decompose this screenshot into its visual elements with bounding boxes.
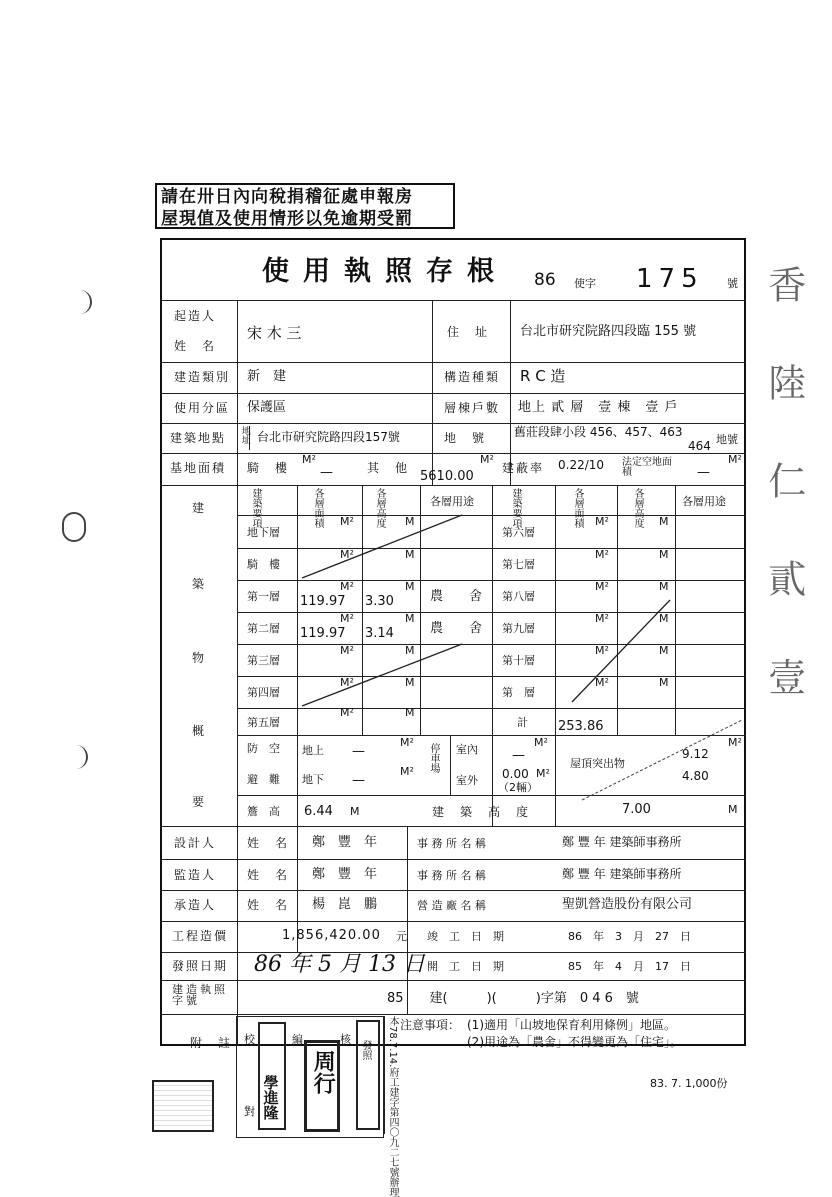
- col-area-left: 各層面積: [312, 488, 323, 528]
- building-side-4: 概: [192, 724, 207, 738]
- col-height-left: 各層高度: [374, 488, 385, 528]
- building-side-2: 築: [192, 577, 207, 591]
- parking-outdoor-note: （2輛）: [498, 781, 538, 794]
- floor-label: 地下層: [247, 526, 280, 539]
- margin-handwriting: 香 陸 仁 貳 壹: [761, 265, 806, 720]
- issue-label: 發照日期: [172, 959, 229, 973]
- unit-m2: M²: [340, 644, 354, 657]
- unit-m-r4: M: [659, 644, 669, 657]
- col-area-right: 各層面積: [572, 488, 583, 528]
- approver-label: 核: [340, 1033, 351, 1046]
- shelter-below-unit: M²: [400, 765, 414, 778]
- floor-label: 第一層: [247, 590, 280, 603]
- floor-label-right-4: 第十層: [502, 654, 535, 667]
- building-side-5: 要: [192, 795, 207, 809]
- other-label: 其 他: [367, 461, 410, 475]
- unit-m2-r3: M²: [595, 612, 609, 625]
- permit-suffix: 號: [727, 277, 738, 290]
- supervisor-office-label: 事 務 所 名 稱: [417, 869, 486, 882]
- unit-m2: M²: [340, 548, 354, 561]
- total-height-unit: M: [728, 803, 738, 816]
- col-item-left: 建築要項: [250, 488, 261, 528]
- parking-indoor-label: 室內: [456, 743, 478, 756]
- editor-label: 編: [292, 1033, 303, 1046]
- structure-label: 構造種類: [444, 370, 501, 384]
- start-date: 85 年 4 月 17 日: [568, 960, 691, 973]
- cost-unit: 元: [396, 930, 407, 943]
- unit-m: M: [405, 706, 415, 719]
- floor-label-right-total: 計: [517, 716, 528, 729]
- eave-value: 6.44: [304, 804, 333, 819]
- floor-label-right-0: 第六層: [502, 526, 535, 539]
- seal-3: [356, 1020, 380, 1130]
- shelter-label-2: 避 難: [247, 773, 280, 786]
- completion-label: 竣 工 日 期: [427, 930, 504, 943]
- unit-m: M: [405, 676, 415, 689]
- col-use-left: 各層用途: [430, 495, 474, 508]
- col-height-right: 各層高度: [632, 488, 643, 528]
- floor-label-right-5: 第 層: [502, 686, 535, 699]
- coverage-label: 建蔽率: [502, 461, 545, 475]
- designer-name-label: 姓 名: [247, 836, 290, 850]
- shelter-label-1: 防 空: [247, 742, 280, 755]
- notes-label: 附 註: [190, 1036, 233, 1050]
- permit-ref: 85 建( )( )字第 0 4 6 號: [387, 991, 639, 1006]
- area-label: 基地面積: [170, 461, 227, 475]
- unit-m2: M²: [340, 612, 354, 625]
- shelter-below-label: 地下: [302, 773, 324, 786]
- roof-area: 9.12: [682, 747, 709, 761]
- unit-m: M: [405, 548, 415, 561]
- floor-height: 3.14: [365, 626, 394, 641]
- zoning-value: 保護區: [247, 400, 287, 415]
- lot-numbers-2: 464: [688, 439, 711, 453]
- floor-label-right-1: 第七層: [502, 558, 535, 571]
- shelter-below-value: —: [352, 773, 365, 788]
- form-title: 使用執照存根: [262, 256, 508, 287]
- floors-value: 地上 貳 層 壹 棟 壹 戶: [518, 400, 679, 415]
- binding-hole-2: [62, 512, 86, 542]
- permit-year: 86: [534, 270, 556, 290]
- owner-address: 台北市研究院路四段臨 155 號: [520, 324, 697, 339]
- parking-indoor-value: —: [512, 748, 525, 763]
- coverage-value: 0.22/10: [558, 458, 605, 472]
- unit-m-r2: M: [659, 580, 669, 593]
- total-height-label: 建 築 高 度: [432, 805, 531, 819]
- annex-unit: M²: [302, 453, 316, 466]
- shelter-above-value: —: [352, 744, 365, 759]
- unit-m2: M²: [340, 706, 354, 719]
- col-use-right: 各層用途: [682, 495, 726, 508]
- col-item-right: 建築要項: [510, 488, 521, 528]
- cost-label: 工程造價: [172, 929, 229, 943]
- unit-m2-r5: M²: [595, 676, 609, 689]
- supervisor-office: 鄭 豐 年 建築師事務所: [562, 867, 682, 881]
- other-unit: M²: [480, 453, 494, 466]
- unit-m-r3: M: [659, 612, 669, 625]
- roof-area-unit: M²: [728, 736, 742, 749]
- unit-m2: M²: [340, 515, 354, 528]
- notes-heading: 注意事項：: [400, 1018, 461, 1032]
- other-value: 5610.00: [420, 469, 474, 484]
- total-area: 253.86: [558, 719, 604, 734]
- designer-office: 鄭 豐 年 建築師事務所: [562, 835, 682, 849]
- contractor-firm-label: 營 造 廠 名 稱: [417, 899, 486, 912]
- open-space-label: 法定空地面積: [622, 457, 672, 478]
- binding-hole-3: [68, 745, 88, 769]
- supervisor-role: 監造人: [174, 868, 217, 882]
- side-seal: [152, 1080, 214, 1132]
- owner-label-top: 起造人: [174, 309, 217, 323]
- eave-label: 簷 高: [247, 805, 280, 818]
- site-address-tag: 地址: [239, 426, 250, 450]
- contractor-firm: 聖凱營造股份有限公司: [562, 897, 693, 912]
- construction-type-label: 建造類別: [174, 370, 231, 384]
- unit-m: M: [405, 515, 415, 528]
- start-label: 開 工 日 期: [427, 960, 504, 973]
- eave-unit: M: [350, 805, 360, 818]
- issue-date: 86 年 5 月 13 日: [254, 952, 425, 977]
- designer-role: 設計人: [174, 836, 217, 850]
- roof-label: 屋頂突出物: [570, 757, 625, 770]
- parking-outdoor-label: 室外: [456, 774, 478, 787]
- building-side-1: 建: [192, 501, 207, 515]
- binding-hole-1: [70, 290, 92, 314]
- floor-label: 第五層: [247, 716, 280, 729]
- small-seal-text: 發照: [360, 1040, 371, 1060]
- parking-outdoor-unit: M²: [536, 767, 550, 780]
- owner-label-bottom: 姓 名: [174, 339, 217, 353]
- roof-height: 4.80: [682, 769, 709, 783]
- contractor-name-label: 姓 名: [247, 898, 290, 912]
- lot-suffix: 地號: [716, 433, 738, 446]
- floor-area: 119.97: [300, 594, 346, 609]
- seal-name-2: 周行: [310, 1050, 336, 1094]
- checker-label: 校: [244, 1033, 255, 1046]
- parking-indoor-unit: M²: [534, 736, 548, 749]
- seal-name-1: 學進隆: [261, 1075, 280, 1120]
- open-space-unit: M²: [728, 453, 742, 466]
- print-note: 83. 7. 1,000份: [650, 1077, 728, 1090]
- lot-numbers: 舊莊段肆小段 456、457、463: [514, 425, 683, 439]
- floor-height: 3.30: [365, 594, 394, 609]
- unit-m2-r0: M²: [595, 515, 609, 528]
- designer-office-label: 事 務 所 名 稱: [417, 837, 486, 850]
- floor-label: 第二層: [247, 622, 280, 635]
- floor-label: 騎 樓: [247, 558, 280, 571]
- notes-line-2: (2)用途為「農舍」不得變更為「住宅」。: [467, 1035, 682, 1049]
- notice-line-1: 請在卅日內向稅捐稽征處申報房: [161, 187, 413, 207]
- open-space-value: —: [697, 465, 710, 480]
- notice-line-2: 屋現值及使用情形以免逾期受罰: [161, 209, 413, 229]
- contractor-name: 楊 崑 鵬: [312, 897, 378, 912]
- unit-m2-r2: M²: [595, 580, 609, 593]
- unit-m-r1: M: [659, 548, 669, 561]
- unit-m-r0: M: [659, 515, 669, 528]
- supervisor-name-label: 姓 名: [247, 868, 290, 882]
- completion-date: 86 年 3 月 27 日: [568, 930, 691, 943]
- unit-m: M: [405, 580, 415, 593]
- permit-ref-label: 建造執照字號: [172, 983, 228, 1007]
- unit-m2: M²: [340, 580, 354, 593]
- floor-use: 農 舍: [430, 589, 483, 604]
- building-side-3: 物: [192, 651, 207, 665]
- permit-form: [160, 238, 746, 1050]
- floor-label-right-2: 第八層: [502, 590, 535, 603]
- unit-m: M: [405, 644, 415, 657]
- lot-label: 地 號: [444, 431, 487, 445]
- annex-value: —: [320, 465, 333, 480]
- unit-m2: M²: [340, 676, 354, 689]
- total-height-value: 7.00: [622, 802, 651, 817]
- floor-area: 119.97: [300, 626, 346, 641]
- parking-label: 停車場: [428, 743, 439, 773]
- notice-banner: [155, 183, 455, 229]
- floor-label-right-3: 第九層: [502, 622, 535, 635]
- notes-line-1: (1)適用「山坡地保育利用條例」地區。: [467, 1018, 676, 1032]
- permit-type-label: 使字: [574, 277, 596, 290]
- shelter-above-unit: M²: [400, 736, 414, 749]
- owner-name: 宋 木 三: [247, 324, 302, 342]
- unit-m-r5: M: [659, 676, 669, 689]
- annex-label: 騎 樓: [247, 461, 290, 475]
- notes-vertical-text: 本78.7.14.府工建字第四〇九二七號辦理: [384, 1016, 398, 1134]
- floors-label: 層棟戶數: [444, 401, 501, 415]
- floor-label: 第四層: [247, 686, 280, 699]
- construction-type: 新 建: [247, 369, 287, 384]
- parking-outdoor-value: 0.00: [502, 767, 529, 781]
- owner-address-label: 住 址: [447, 325, 490, 339]
- permit-number: 175: [636, 264, 704, 294]
- floor-use: 農 舍: [430, 621, 483, 636]
- shelter-above-label: 地上: [302, 744, 324, 757]
- unit-m2-r4: M²: [595, 644, 609, 657]
- supervisor-name: 鄭 豐 年: [312, 867, 378, 882]
- unit-m: M: [405, 612, 415, 625]
- structure-type: R C 造: [520, 367, 566, 385]
- site-address: 台北市研究院路四段157號: [257, 430, 400, 444]
- cost-value: 1,856,420.00: [282, 928, 381, 943]
- floor-label: 第三層: [247, 654, 280, 667]
- contractor-role: 承造人: [174, 898, 217, 912]
- reviewer-label: 對: [244, 1105, 255, 1118]
- zoning-label: 使用分區: [174, 401, 231, 415]
- site-label: 建築地點: [170, 431, 227, 445]
- designer-name: 鄭 豐 年: [312, 835, 378, 850]
- unit-m2-r1: M²: [595, 548, 609, 561]
